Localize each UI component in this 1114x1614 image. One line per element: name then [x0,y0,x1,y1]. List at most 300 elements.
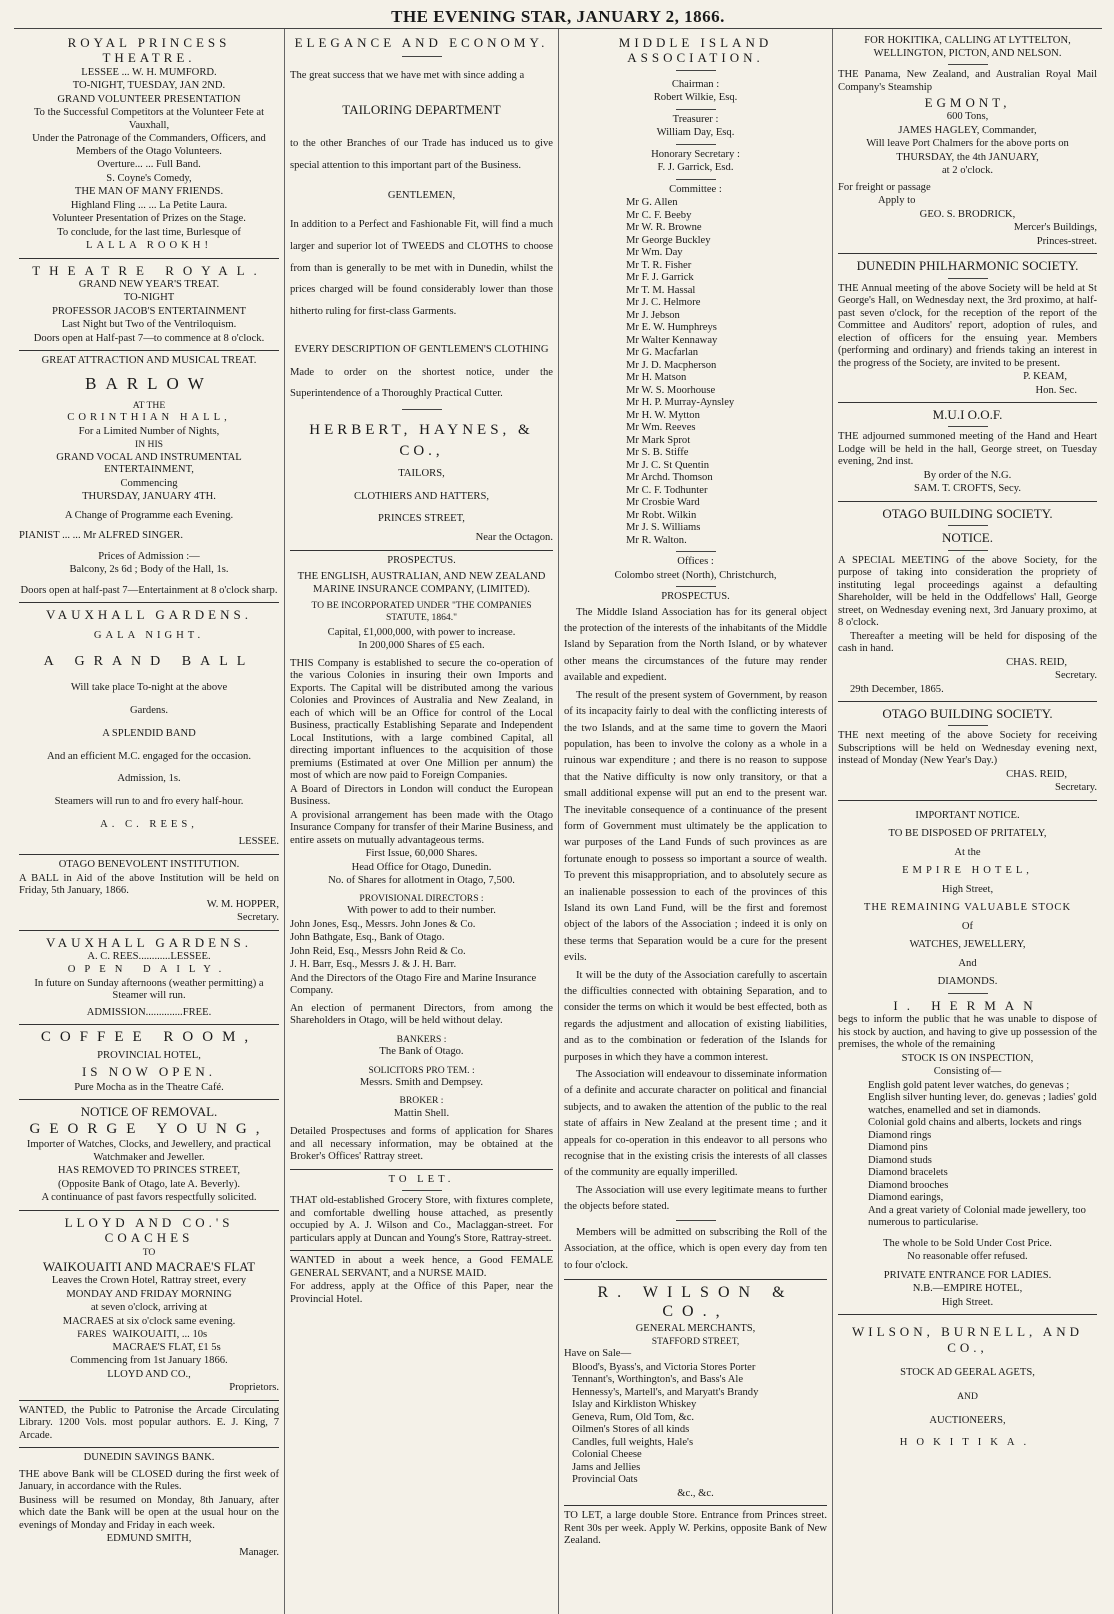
signature: W. M. HOPPER, [206,898,279,910]
line: And an efficient M.C. engaged for the occasion. [47,750,251,762]
secretary-heading: Honorary Secretary : [651,148,740,160]
watches-line: WATCHES, JEWELLERY, [909,939,1026,951]
merchant-name: I. HERMAN [893,997,1042,1013]
list-item: Diamond earings, [868,1192,944,1204]
street-line: STAFFORD STREET, [651,1336,740,1348]
ad-body: Members will be admitted on subscribing the Roll of the Association, at the office, which is open every day from ten to four o'clock. [564,1226,827,1271]
ad-title: WILSON, BURNELL, AND CO., [852,1324,1083,1355]
list-item: Diamond brooches [868,1179,949,1191]
ad-title: MIDDLE ISLAND ASSOCIATION. [618,35,773,66]
line: Steamers will run to and fro every half-hour. [54,795,244,807]
treasurer-name: William Day, Esq. [656,127,735,139]
solicitors-heading: SOLICITORS PRO TEM. : [368,1064,475,1076]
divider [948,725,988,726]
list-item: Islay and Kirkliston Whiskey [572,1399,697,1411]
line: THURSDAY, JANUARY 4TH. [82,491,216,503]
committee-member: Mr Robt. Wilkin [626,509,697,521]
committee-list [564,197,827,547]
line: Under the Patronage of the Commanders, Officers, and Members of the Otago Volunteers. [32,133,266,157]
head-office-line: Head Office for Otago, Dunedin. [351,861,492,873]
list-item: Candles, full weights, Hale's [572,1436,694,1448]
line: A Change of Programme each Evening. [64,509,234,521]
committee-member: Mr Walter Kennaway [626,334,718,346]
list-item: Provincial Oats [572,1474,638,1486]
ad-title: OTAGO BUILDING SOCIETY. [882,505,1053,521]
fares-label: FARES [77,1329,107,1341]
ad-vauxhall-daily [19,931,279,1026]
consisting-line: Consisting of— [933,1066,1002,1078]
committee-member: Mr R. Walton. [626,534,687,546]
line: Volunteer Presentation of Prizes on the Stage. [52,213,246,225]
offices-heading: Offices : [677,556,714,568]
address-line: Mercer's Buildings, [1013,222,1098,234]
list-item: Hennessy's, Martell's, and Maryatt's Brandy [572,1386,759,1398]
allotment-line: No. of Shares for allotment in Otago, 7,500. [328,875,515,887]
ad-muioof [838,403,1097,502]
divider [676,144,716,145]
directors-heading: PROVISIONAL DIRECTORS : [359,892,484,904]
shares-line: In 200,000 Shares of £5 each. [358,640,485,652]
committee-member: Mr E. W. Humphreys [626,322,717,334]
item-list [564,1362,827,1487]
committee-member: Mr Archd. Thomson [626,472,713,484]
ad-title: THE ENGLISH, AUSTRALIAN, AND NEW ZEALAND MARINE INSURANCE COMPANY, (LIMITED). [297,571,546,595]
director-line: J. H. Barr, Esq., Messrs J. & J. H. Barr. [290,959,457,971]
hotel-line: PROVINCIAL HOTEL, [97,1050,201,1062]
committee-member: Mr F. J. Garrick [626,272,694,284]
ball-line: A GRAND BALL [43,653,255,669]
bankers-heading: BANKERS : [396,1033,447,1045]
incorporated-line: TO BE INCORPORATED UNDER "THE COMPANIES STATUTE, 1864." [311,600,532,623]
apply-line: Apply to [878,195,916,207]
street-line: PRINCES STREET, [378,513,465,525]
tailoring-line: TAILORING DEPARTMENT [342,101,501,117]
list-item: And a great variety of Colonial made jewellery, too numerous to particularise. [868,1204,1086,1229]
prospectus-heading: PROSPECTUS. [387,554,456,566]
ad-wanted-library [19,1401,279,1449]
ad-body: Thereafter a meeting will be held for disposing of the cash in hand. [838,630,1098,655]
ad-coffee-room [19,1025,279,1100]
ad-middle-island-association [564,31,827,1280]
subtitle: STOCK AD GEERAL AGETS, [900,1366,1035,1378]
list-item: Blood's, Byass's, and Victoria Stores Porter [572,1361,756,1373]
ad-title: DUNEDIN PHILHARMONIC SOCIETY. [856,258,1079,274]
committee-member: Mr C. F. Todhunter [626,484,708,496]
ad-title: GEORGE YOUNG, [29,1120,269,1137]
ad-body: THE next meeting of the above Society for receiving Subscriptions will be held on Wednesday evening next, instead of Monday (New Year's Day.) [838,730,1098,767]
line: AT THE [132,400,166,412]
line: To conclude, for the last time, Burlesque of [57,226,241,238]
line: S. Coyne's Comedy, [106,172,192,184]
line: Importer of Watches, Clocks, and Jewellery, and practical Watchmaker and Jeweller. [26,1139,272,1163]
and-line: And [958,957,977,969]
committee-member: Mr J. D. Macpherson [626,359,717,371]
committee-member: Mr J. S. Williams [626,522,701,534]
divider [676,1220,716,1221]
line: Overture... ... Full Band. [97,159,201,171]
line: Commencing [120,477,178,489]
hotel-line: EMPIRE HOTEL, [902,865,1033,877]
treasurer-heading: Treasurer : [672,113,719,125]
prices-title: Prices of Admission :— [98,550,200,562]
ad-title: BARLOW [85,373,213,393]
ad-body: THE Annual meeting of the above Society will be held at St George's Hall, on Wednesday next, the 3rd proximo, at half-past seven o'clock, for the reception of the report of the Committee and Auditors' report, adoption of rules, and election of officers for the ensuing year. Members (performing and ordinary) and friends taking an interest in the progress of the Society, are invited to be present. [838,282,1098,369]
fare-line: MACRAE'S FLAT, £1 5s [112,1341,221,1353]
ad-body: For address, apply at the Office of this Paper, near the Provincial Hotel. [290,1281,553,1305]
committee-member: Mr J. C. Helmore [626,297,701,309]
stock-list [838,1080,1097,1230]
bankers-line: The Bank of Otago. [379,1046,464,1058]
line: Doors open at Half-past 7—to commence at 8 o'clock. [33,332,265,344]
commander-line: JAMES HAGLEY, Commander, [898,124,1037,136]
line: PROFESSOR JACOB'S ENTERTAINMENT [51,305,247,317]
line: Will take place To-night at the above [70,682,228,694]
whole-line: The whole to be Sold Under Cost Price. [883,1237,1052,1249]
ad-title: VAUXHALL GARDENS. [46,934,252,950]
no-offer-line: No reasonable offer refused. [907,1251,1028,1263]
ad-title: LLOYD AND CO.'S COACHES [64,1214,234,1246]
committee-member: Mr H. Matson [626,372,687,384]
ad-body: Made to order on the shortest notice, under the Superintendence of a Thoroughly Practical Cutter. [290,366,553,400]
ad-title: OTAGO BUILDING SOCIETY. [882,706,1053,722]
street-line: High Street, [941,883,994,895]
list-item: Diamond bracelets [868,1167,948,1179]
fares-block [19,1329,279,1354]
leaves-line: Leaves the Crown Hotel, Rattray street, every [51,1275,247,1287]
ad-header: GREAT ATTRACTION AND MUSICAL TREAT. [41,355,257,367]
signature: P. KEAM, [1023,371,1068,383]
dest-line: WAIKOUAITI AND MACRAE'S FLAT [42,1258,256,1274]
every-line: EVERY DESCRIPTION OF GENTLEMEN'S CLOTHING [294,343,549,355]
chairman-heading: Chairman : [671,78,720,90]
ad-body: TO LET, a large double Store. Entrance from Princes street. Rent 30s per week. Apply W. Perkins, opposite Bank of New Zealand. [564,1510,827,1547]
signature-role: Manager. [239,1546,279,1558]
ad-body: WANTED, the Public to Patronise the Arcade Circulating Library. 1200 Vols. most popular authors. E. J. King, 7 Arcade. [19,1404,279,1441]
committee-member: Mr H. W. Mytton [626,409,700,421]
divider [676,109,716,110]
committee-member: Mr T. R. Fisher [626,259,692,271]
ad-body: It will be the duty of the Association carefully to ascertain the difficulties connected with obtaining Separation, and to consider the terms on which it would be best effected, both as regards the adjustment and allocation of existing liabilities, and as to the combination or federation of the Islands for purposes in which they have a common interest. [564,969,827,1063]
freight-line: For freight or passage [838,181,931,193]
ad-to-let-store [564,1506,827,1553]
committee-member: Mr C. F. Beeby [626,209,692,221]
offices-line: Colombo street (North), Christchurch, [614,569,777,581]
fares-values [112,1329,220,1354]
list-item: Diamond rings [868,1129,932,1141]
issue-line: First Issue, 60,000 Shares. [365,848,478,860]
committee-member: Mr G. Macfarlan [626,347,699,359]
line: Highland Fling ... ... La Petite Laura. [70,199,228,211]
ad-wanted-servant [290,1251,553,1311]
columns [14,29,1102,1614]
ad-body: THE above Bank will be CLOSED during the first week of January, in accordance with the Rules. [19,1468,279,1493]
broker-heading: BROKER : [399,1095,444,1107]
list-item: Diamond pins [868,1142,928,1154]
ad-body: The Association will endeavour to disseminate information of a definite and accurate character on political and financial subjects, and to awaken the attention of the public to the real state of affairs in New Zealand at the present time ; and it appeals for co-operation in this endeavor to all persons who recognise that in the existing crisis the interests of all classes of the community are equally imperilled. [564,1069,827,1179]
nb-line: High Street. [941,1296,994,1308]
arrive-line: MACRAES at six o'clock same evening. [62,1315,236,1327]
agent-line: GEO. S. BRODRICK, [919,208,1016,220]
ad-body: The great success that we have met with since adding a [290,69,525,81]
dispose-line: TO BE DISPOSED OF PRITATELY, [888,828,1047,840]
ad-body: THE adjourned summoned meeting of the Hand and Heart Lodge will be held in the hall, George street, on Tuesday evening, 2nd inst. [838,431,1098,468]
admission-line: ADMISSION..............FREE. [86,1006,212,1018]
committee-member: Mr W. R. Browne [626,222,702,234]
line: GRAND VOLUNTEER PRESENTATION [57,93,241,105]
committee-member: Mr George Buckley [626,234,711,246]
subtitle: GENERAL MERCHANTS, [635,1322,756,1334]
divider [948,993,988,994]
line: GRAND NEW YEAR'S TREAT. [78,278,220,290]
ad-benevolent-institution [19,855,279,931]
and-line: AND [957,1391,978,1403]
ad-r-wilson [564,1280,827,1507]
ad-header: NOTICE OF REMOVAL. [80,1104,218,1120]
ad-barlow [19,351,279,603]
prospectus-body [564,605,827,1274]
director-line: John Bathgate, Esq., Bank of Otago. [290,932,445,944]
firm-name: HERBERT, HAYNES, & CO., [309,421,534,459]
signature: CHAS. REID, [1006,656,1068,668]
near-line: Near the Octagon. [475,532,553,544]
committee-member: Mr G. Allen [626,197,678,209]
auctioneers-line: AUCTIONEERS, [929,1414,1006,1426]
ad-body: A Board of Directors in London will conduct the European Business. [290,783,553,808]
signature: LLOYD AND CO., [107,1368,191,1380]
list-item: Oilmen's Stores of all kinds [572,1424,690,1436]
ad-body: THIS Company is established to secure the co-operation of the various Colonies in insuring their own Imports and Exports. The Capital will be distributed among the various Colonies and Provinces of Australia and New Zealand, in each of which will be an Office for control of the Local Business, practically Establishing Separate and Independent Local Institutions, with a large combined Capital, all directing important influences to the acquisition of those premiums (Estimated at over One Million per annum) the most of which are now paid to Foreign Companies. [290,657,553,782]
tons-line: 600 Tons, [946,111,989,123]
committee-member: Mr S. B. Stiffe [626,447,689,459]
list-item: Colonial gold chains and alberts, lockets and rings [868,1117,1082,1129]
divider [402,56,442,57]
divider [948,64,988,65]
line: A SPLENDID BAND [102,727,196,739]
line: HAS REMOVED TO PRINCES STREET, [57,1165,241,1177]
signature: SAM. T. CROFTS, Secy. [914,483,1021,495]
ad-body: WANTED in about a week hence, a Good FEMALE GENERAL SERVANT, and a NURSE MAID. [290,1255,553,1279]
date-line: THURSDAY, the 4th JANUARY, [896,151,1039,163]
signature: CHAS. REID, [1006,768,1068,780]
committee-member: Mr Mark Sprot [626,434,691,446]
committee-member: Mr J. C. St Quentin [626,459,709,471]
ad-body: The Association will use every legitimate means to further the objects before stated. [564,1184,827,1213]
line: (Opposite Bank of Otago, late A. Beverly). [57,1178,241,1190]
open-line: OPEN DAILY. [67,964,231,976]
line: Admission, 1s. [117,773,181,785]
line: For a Limited Number of Nights, [78,425,220,437]
of-line: Of [961,920,974,932]
line: CORINTHIAN HALL, [67,412,231,424]
divider [402,409,442,410]
place-line: HOKITIKA. [899,1437,1036,1449]
ship-name: EGMONT, [924,95,1011,110]
line: To the Successful Competitors at the Volunteer Fete at Vauxhall, [33,107,265,131]
ad-title: TO LET. [388,1173,455,1185]
secretary-name: F. J. Garrick, Esd. [657,162,734,174]
ad-title: OTAGO BENEVOLENT INSTITUTION. [58,859,240,871]
divider [676,586,716,587]
committee-member: Mr Wm. Reeves [626,422,696,434]
order-line: By order of the N.G. [923,469,1012,481]
ad-wilson-burnell [838,1315,1097,1454]
time-line: at seven o'clock, arriving at [90,1302,208,1314]
broker-line: Mattin Shell. [393,1107,450,1119]
inspection-line: STOCK IS ON INSPECTION, [901,1052,1034,1064]
ad-body: THE Panama, New Zealand, and Australian Royal Mail Company's Steamship [838,69,1098,93]
signature-role: Proprietors. [229,1382,279,1394]
line: THE MAN OF MANY FRIENDS. [74,186,224,198]
ad-to-let-grocery [290,1170,553,1252]
ad-savings-bank [19,1448,279,1564]
line: A continuance of past favors respectfully solicited. [41,1192,257,1204]
ad-philharmonic-society [838,254,1097,403]
ad-body: A BALL in Aid of the above Institution will be held on Friday, 5th January, 1866. [19,872,279,897]
time-line: at 2 o'clock. [941,165,994,177]
line: TO-NIGHT [123,292,175,304]
list-item: Tennant's, Worthington's, and Bass's Ale [572,1374,744,1386]
director-line: And the Directors of the Otago Fire and Marine Insurance Company. [290,972,537,997]
prices-line: Balcony, 2s 6d ; Body of the Hall, 1s. [69,564,229,576]
ad-title: R. WILSON & CO., [597,1283,794,1320]
list-item: Jams and Jellies [572,1461,641,1473]
ad-title: COFFEE ROOM, [40,1029,258,1046]
at-line: At the [954,846,981,858]
gala-line: GALA NIGHT. [93,630,205,642]
ad-body: In future on Sunday afternoons (weather permitting) a Steamer will run. [34,977,264,1002]
prospectus-heading: PROSPECTUS. [661,591,730,603]
masthead: THE EVENING STAR, JANUARY 2, 1866. [14,6,1102,29]
notice-line: NOTICE. [942,530,993,546]
mocha-line: Pure Mocha as in the Theatre Café. [74,1081,224,1093]
pianist-line: PIANIST ... ... Mr ALFRED SINGER. [19,530,184,542]
ad-body: The result of the present system of Government, by reason of its incapacity fairly to deal with the conflicting interests of the two Islands, and at the same time to govern the Maori population, has been to involve the colony as a whole in a ruinous war expenditure ; and there is no reason to suppose that the Native difficulty is now only transitory, or that a small additional expense will put an end to the present war. The inevitable consequence of a continuance of the present form of Government must ultimately be the application to war purposes of the Land Funds of such provinces as are fortunate enough to possess so important a source of wealth. To prevent this misappropriation, and to absolutely secure as an inalienable possession to each of the provinces of this Island its own Land Fund, will be the first and foremost object of the labors of the Association ; indeed it is only on these terms that Separation would be a cure for the present evils. [564,689,827,964]
committee-member: Mr J. Jebson [626,309,680,321]
signature-role: Secretary. [237,912,279,924]
ad-body: to the other Branches of our Trade has induced us to give special attention to this important part of the Business. [290,138,553,171]
divider [676,551,716,552]
ad-body: Detailed Prospectuses and forms of application for Shares and all necessary information, may be obtained at the Broker's Offices' Rattray street. [290,1126,553,1163]
date-line: TO-NIGHT, TUESDAY, JAN 2ND. [72,80,226,92]
ad-theatre-royal [19,259,279,352]
days-line: MONDAY AND FRIDAY MORNING [66,1288,232,1300]
signature: EDMUND SMITH, [106,1533,192,1545]
ad-title: ELEGANCE AND ECONOMY. [294,35,549,50]
ad-building-society-2 [838,702,1097,801]
ad-hokitika-steamer [838,31,1097,254]
column-3 [558,29,832,1614]
notice-line: IMPORTANT NOTICE. [915,809,1020,821]
list-item: Diamond studs [868,1154,932,1166]
ad-body: A provisional arrangement has been made with the Otago Insurance Company for transfer of their Marine Business, and entire assets on mutually advantageous terms. [290,809,553,846]
director-line: With power to add to their number. [347,905,496,917]
capital-line: Capital, £1,000,000, with power to increase. [327,626,516,638]
divider [948,525,988,526]
line: GRAND VOCAL AND INSTRUMENTAL ENTERTAINMENT, [56,451,242,476]
committee-member: Mr Wm. Day [626,247,683,259]
ad-body: In addition to a Perfect and Fashionable Fit, will find a much larger and superior lot of TWEEDS and CLOTHS to choose from than is generally to be met with in Dunedin, whilst the prices charged will be found considerably lower than those hitherto ruling for first-class Garments. [290,219,553,318]
committee-member: Mr W. S. Moorhouse [626,384,716,396]
ad-royal-princess-theatre [19,31,279,259]
date-line: 29th December, 1865. [850,683,944,695]
signature-role: Secretary. [1055,782,1098,794]
director-line: John Reid, Esq., Messrs John Reid & Co. [290,945,466,957]
private-line: PRIVATE ENTRANCE FOR LADIES. [883,1269,1052,1281]
ad-george-young [19,1100,279,1211]
signature-role: Hon. Sec. [1035,384,1078,396]
ad-marine-insurance [290,551,553,1170]
ad-body: THAT old-established Grocery Store, with fixtures complete, and comfortable dwelling house attached, as presently occupied by A. J. Wilson and Co., Maclaggan-street. For particulars apply at Duncan and Young's Store, Rattray-street. [290,1195,553,1244]
ad-empire-hotel [838,801,1097,1315]
line: A. C. REES, [100,818,198,830]
gentlemen-line: GENTLEMEN, [387,189,456,201]
signature-role: Secretary. [1055,670,1098,682]
committee-member: Mr H. P. Murray-Aynsley [626,397,735,409]
ad-title: FOR HOKITIKA, CALLING AT LYTTELTON, WELLINGTON, PICTON, AND NELSON. [864,35,1071,59]
ad-title: DUNEDIN SAVINGS BANK. [83,1452,215,1464]
commencing-line: Commencing from 1st January 1866. [70,1355,228,1367]
solicitors-line: Messrs. Smith and Dempsey. [359,1076,484,1088]
ad-body: A SPECIAL MEETING of the above Society, for the purpose of taking into consideration the propriety of instituting legal proceedings against a defaulting Shareholder, will be held in the Oddfellows' Hall, George street, on Wednesday evening next, 3rd January proximo, at 8 o'clock. [838,554,1098,629]
ad-elegance-economy [290,31,553,551]
divider [402,1190,442,1191]
divider [948,550,988,551]
ad-body: begs to inform the public that he was unable to dispose of his stock by auction, and having to give up possession of the premises, the whole of the remaining [838,1014,1098,1051]
column-1 [14,29,284,1614]
tailors-line: TAILORS, [398,467,445,479]
diamonds-line: DIAMONDS. [937,976,998,988]
director-line: John Jones, Esq., Messrs. John Jones & Co. [290,918,476,930]
ad-title: ROYAL PRINCESS THEATRE. [67,35,231,66]
line: LESSEE. [238,836,279,848]
ad-body: Business will be resumed on Monday, 8th January, after which date the Bank will be open at the usual hour on the evenings of Monday and Friday in each week. [19,1494,279,1531]
nb-line: N.B.—EMPIRE HOTEL, [912,1283,1023,1295]
doors-line: Doors open at half-past 7—Entertainment at 8 o'clock sharp. [20,584,278,596]
list-item: Colonial Cheese [572,1449,642,1461]
lessee-line: A. C. REES............LESSEE. [87,950,211,962]
etc-line: &c., &c. [677,1487,714,1499]
open-line: IS NOW OPEN. [81,1063,217,1079]
line: Gardens. [130,705,168,717]
line: IN HIS [135,439,163,451]
line: Last Night but Two of the Ventriloquism. [61,319,237,331]
chairman-name: Robert Wilkie, Esq. [653,92,738,104]
ad-building-society-1 [838,502,1097,702]
lessee-line: LESSEE ... W. H. MUMFORD. [81,66,217,78]
ad-lloyd-coaches [19,1211,279,1401]
divider [948,278,988,279]
to-line: TO [142,1246,156,1258]
ad-title: THEATRE ROYAL. [32,262,266,278]
ad-title: M.U.I O.O.F. [932,407,1003,423]
committee-member: Mr T. M. Hassal [626,284,696,296]
list-item: English gold patent lever watches, do genevas ; English silver hunting lever, do. genevas ; ladies' gold watches, enamelled and set in diamonds. [868,1079,1097,1116]
divider [676,179,716,180]
ad-title: VAUXHALL GARDENS. [46,607,252,623]
address-line: Princes-street. [1036,235,1098,247]
ad-body: An election of permanent Directors, from among the Shareholders in Otago, will be held without delay. [290,1002,553,1027]
ad-body: The Middle Island Association has for its general object the protection of the interests of the inhabitants of the Middle Island by Separation from the North Island, or by whatever other means the circumstances of the future may render available and expedient. [564,606,827,684]
clothiers-line: CLOTHIERS AND HATTERS, [353,490,490,502]
ad-vauxhall-gardens [19,603,279,855]
sale-line: Have on Sale— [564,1348,632,1360]
fare-line: WAIKOUAITI, ... 10s [112,1329,208,1341]
ad-body: Will leave Port Chalmers for the above ports on [866,138,1069,150]
line: LALLA ROOKH! [86,240,212,252]
stock-line: THE REMAINING VALUABLE STOCK [863,902,1072,914]
list-item: Geneva, Rum, Old Tom, &c. [572,1411,695,1423]
divider [948,426,988,427]
